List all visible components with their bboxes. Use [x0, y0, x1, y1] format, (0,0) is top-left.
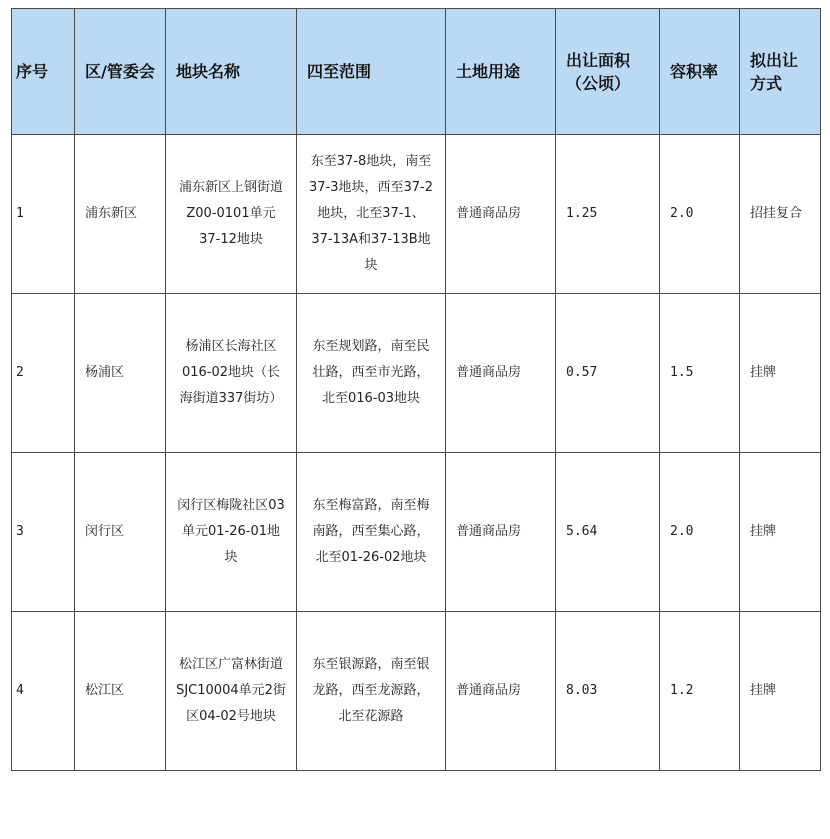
- cell-index: 4: [12, 612, 75, 771]
- cell-boundaries: 东至梅富路，南至梅南路，西至集心路，北至01-26-02地块: [297, 453, 446, 612]
- cell-plot-name: 松江区广富林街道SJC10004单元2街区04-02号地块: [166, 612, 297, 771]
- header-method: 拟出让方式: [740, 9, 821, 135]
- header-boundaries: 四至范围: [297, 9, 446, 135]
- cell-district: 杨浦区: [75, 294, 166, 453]
- table-row: [12, 294, 821, 453]
- cell-index: 2: [12, 294, 75, 453]
- cell-index: 1: [12, 135, 75, 294]
- cell-far: 2.0: [660, 453, 740, 612]
- header-index: 序号: [12, 9, 75, 135]
- cell-boundaries: 东至银源路，南至银龙路，西至龙源路，北至花源路: [297, 612, 446, 771]
- cell-method: 招挂复合: [740, 135, 821, 294]
- header-area: 出让面积（公顷）: [556, 9, 660, 135]
- cell-district: 浦东新区: [75, 135, 166, 294]
- table-row: [12, 135, 821, 294]
- cell-method: 挂牌: [740, 612, 821, 771]
- header-district: 区/管委会: [75, 9, 166, 135]
- cell-area: 5.64: [556, 453, 660, 612]
- table-row: [12, 612, 821, 771]
- land-transfer-table: [11, 8, 821, 771]
- header-plot-name: 地块名称: [166, 9, 297, 135]
- cell-district: 闵行区: [75, 453, 166, 612]
- cell-boundaries: 东至37-8地块，南至37-3地块，西至37-2地块，北至37-1、37-13A和37-13B地块: [297, 135, 446, 294]
- cell-plot-name: 闵行区梅陇社区03单元01-26-01地块: [166, 453, 297, 612]
- cell-area: 8.03: [556, 612, 660, 771]
- cell-land-use: 普通商品房: [446, 294, 556, 453]
- cell-plot-name: 杨浦区长海社区016-02地块（长海街道337街坊）: [166, 294, 297, 453]
- header-far: 容积率: [660, 9, 740, 135]
- cell-far: 1.2: [660, 612, 740, 771]
- cell-method: 挂牌: [740, 453, 821, 612]
- cell-far: 2.0: [660, 135, 740, 294]
- cell-land-use: 普通商品房: [446, 612, 556, 771]
- cell-boundaries: 东至规划路，南至民壮路，西至市光路，北至016-03地块: [297, 294, 446, 453]
- cell-index: 3: [12, 453, 75, 612]
- cell-land-use: 普通商品房: [446, 135, 556, 294]
- table-row: [12, 453, 821, 612]
- table-header-row: [12, 9, 821, 135]
- cell-method: 挂牌: [740, 294, 821, 453]
- cell-far: 1.5: [660, 294, 740, 453]
- cell-land-use: 普通商品房: [446, 453, 556, 612]
- header-land-use: 土地用途: [446, 9, 556, 135]
- cell-area: 0.57: [556, 294, 660, 453]
- land-transfer-table-wrapper: [11, 8, 821, 771]
- cell-district: 松江区: [75, 612, 166, 771]
- cell-plot-name: 浦东新区上钢街道Z00-0101单元37-12地块: [166, 135, 297, 294]
- cell-area: 1.25: [556, 135, 660, 294]
